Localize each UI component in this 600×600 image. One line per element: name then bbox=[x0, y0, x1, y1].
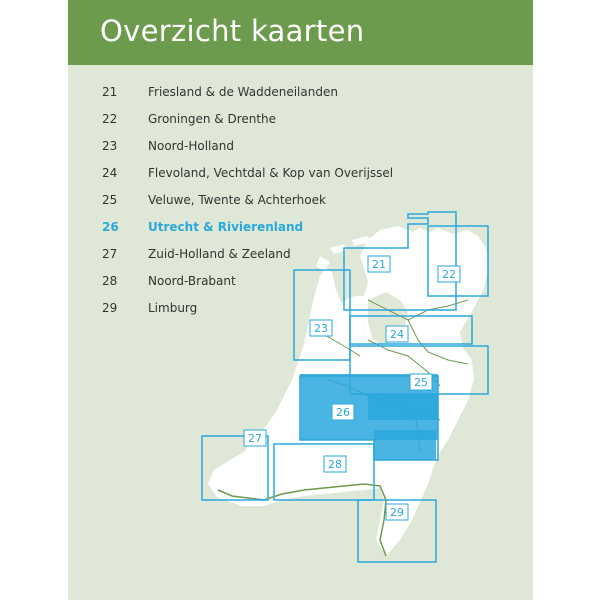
list-item-label: Limburg bbox=[148, 301, 198, 315]
sheet-25-label: 25 bbox=[414, 376, 428, 389]
sheet-21-label: 21 bbox=[372, 258, 386, 271]
sheet-22-label: 22 bbox=[442, 268, 456, 281]
netherlands-map bbox=[68, 0, 533, 600]
list-item-label: Flevoland, Vechtdal & Kop van Overijssel bbox=[148, 166, 394, 180]
list-item-label: Friesland & de Waddeneilanden bbox=[148, 85, 338, 99]
page-title: Overzicht kaarten bbox=[100, 14, 365, 48]
list-item-number: 21 bbox=[102, 85, 118, 99]
sheet-28-label: 28 bbox=[328, 458, 342, 471]
list-item-number: 23 bbox=[102, 139, 118, 153]
list-item-label: Noord-Brabant bbox=[148, 274, 236, 288]
list-item-label: Zuid-Holland & Zeeland bbox=[148, 247, 291, 261]
list-item-number: 29 bbox=[102, 301, 118, 315]
sheet-23-label: 23 bbox=[314, 322, 328, 335]
list-item-number: 24 bbox=[102, 166, 118, 180]
list-item-number: 25 bbox=[102, 193, 118, 207]
list-item-label: Noord-Holland bbox=[148, 139, 234, 153]
map-overview-page bbox=[68, 0, 533, 600]
list-item-number: 22 bbox=[102, 112, 118, 126]
sheet-29-label: 29 bbox=[390, 506, 404, 519]
list-item-number: 27 bbox=[102, 247, 118, 261]
list-item-label: Groningen & Drenthe bbox=[148, 112, 277, 126]
list-item-label: Veluwe, Twente & Achterhoek bbox=[148, 193, 326, 207]
list-item-number: 26 bbox=[102, 220, 119, 234]
sheet-27-label: 27 bbox=[248, 432, 262, 445]
sheet-26-label: 26 bbox=[336, 406, 350, 419]
list-item-number: 28 bbox=[102, 274, 118, 288]
sheet-24-label: 24 bbox=[390, 328, 404, 341]
list-item-label: Utrecht & Rivierenland bbox=[148, 220, 304, 234]
